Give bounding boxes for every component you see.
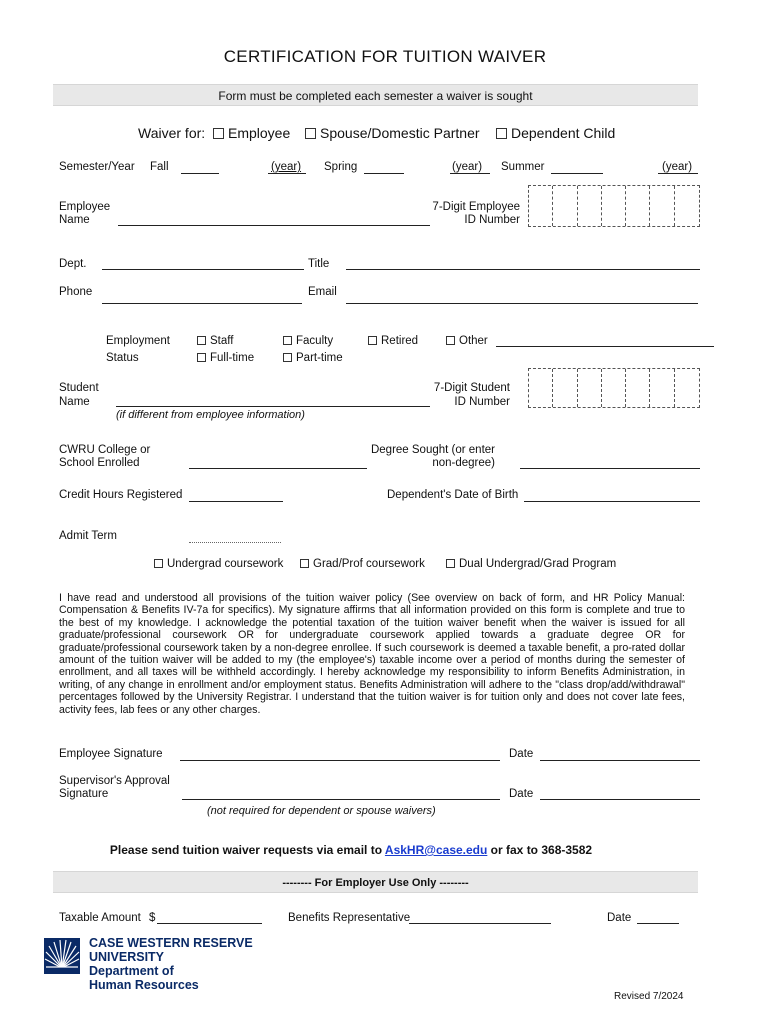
form-subtitle: Form must be completed each semester a waiver is sought (218, 89, 533, 103)
parttime-checkbox[interactable] (283, 353, 292, 362)
degree-label-2: non-degree) (432, 457, 495, 469)
dob-label: Dependent's Date of Birth (387, 489, 519, 501)
benefits-rep-field[interactable] (409, 923, 551, 924)
dept-label: Dept. (59, 258, 87, 270)
grad-label: Grad/Prof coursework (313, 558, 425, 570)
other-label: Other (459, 335, 488, 347)
submission-suffix: or fax to 368-3582 (487, 843, 593, 857)
spring-year-label: (year) (452, 161, 483, 173)
dob-field[interactable] (524, 501, 700, 502)
email-field[interactable] (346, 303, 698, 304)
employee-id-grid[interactable] (528, 185, 700, 227)
benefits-rep-label: Benefits Representative (288, 912, 411, 924)
dept-field[interactable] (102, 269, 304, 270)
admit-term-field[interactable] (189, 542, 281, 543)
staff-label: Staff (210, 335, 234, 347)
credit-hours-field[interactable] (189, 501, 283, 502)
summer-year-field[interactable] (658, 173, 698, 174)
employee-date-label: Date (509, 748, 534, 760)
submission-instructions (0, 843, 702, 857)
cwru-logo (44, 938, 80, 974)
form-title: CERTIFICATION FOR TUITION WAIVER (223, 47, 547, 66)
degree-field[interactable] (520, 468, 700, 469)
title-label: Title (308, 258, 330, 270)
fall-field[interactable] (181, 173, 219, 174)
employee-name-field[interactable] (118, 225, 430, 226)
child-checkbox[interactable] (496, 128, 507, 139)
credit-hours-label: Credit Hours Registered (59, 489, 183, 501)
undergrad-label: Undergrad coursework (167, 558, 284, 570)
employee-signature-field[interactable] (180, 760, 500, 761)
logo-line-2: UNIVERSITY (89, 950, 165, 964)
title-field[interactable] (346, 269, 700, 270)
certification-paragraph: I have read and understood all provisions of the tuition waiver policy (See overview on back of form, and HR Policy Manual: Compensation & Benefits IV-7a for specifics). My signature affirms that all information provided on this form is complete and true to the best of my knowledge. I acknowledge the potential taxation of the tuition waiver benefit when the waiver is issued for all graduate/professional coursework OR for undergraduate coursework applied towards a graduate degree OR for graduate/professional coursework taken by a non-degree enrollee. If such coursework is deemed a taxable benefit, a pro-rated dollar amount of the tuition waiver will be added to my (the employee's) taxable income over a period of months during the semester of enrollment, and all taxes will be withheld accordingly. I hereby acknowledge my responsibility to inform Benefits Administration, in writing, of any change in enrollment and/or employment status. Benefits Administration will adhere to the "class drop/add/withdrawal" percentages followed by the University Registrar. I understand that the tuition waiver is for tuition only and does not cover late fees, activity fees, lab fees or any other charges. (59, 592, 685, 716)
college-field[interactable] (189, 468, 367, 469)
retired-label: Retired (381, 335, 419, 347)
logo-line-3: Department of (89, 964, 174, 978)
parttime-label: Part-time (296, 352, 343, 364)
logo-line-4: Human Resources (89, 978, 199, 992)
currency-symbol: $ (149, 912, 156, 924)
phone-label: Phone (59, 286, 93, 298)
employer-date-field[interactable] (637, 923, 679, 924)
logo-line-1: CASE WESTERN RESERVE (89, 936, 253, 950)
employee-id-label-1: 7-Digit Employee (432, 201, 520, 213)
supervisor-signature-field[interactable] (182, 799, 500, 800)
email-label: Email (308, 286, 337, 298)
supervisor-label-1: Supervisor's Approval (59, 775, 170, 787)
summer-label: Summer (501, 161, 545, 173)
dual-checkbox[interactable] (446, 559, 455, 568)
employee-signature-label: Employee Signature (59, 748, 163, 760)
dual-option[interactable] (446, 558, 616, 570)
faculty-label: Faculty (296, 335, 334, 347)
spouse-option-label: Spouse/Domestic Partner (320, 125, 480, 141)
grad-checkbox[interactable] (300, 559, 309, 568)
waiver-for-label: Waiver for: (138, 125, 206, 141)
student-name-field[interactable] (116, 406, 430, 407)
child-option-label: Dependent Child (511, 125, 616, 141)
supervisor-date-label: Date (509, 788, 534, 800)
employee-name-label-2: Name (59, 214, 90, 226)
semester-year-label: Semester/Year (59, 161, 135, 173)
employment-status-label-1: Employment (106, 335, 170, 347)
other-option[interactable] (446, 335, 488, 347)
summer-field[interactable] (551, 173, 603, 174)
other-field[interactable] (496, 346, 714, 347)
hr-email-link[interactable]: AskHR@case.edu (384, 843, 488, 857)
student-id-label-2: ID Number (454, 396, 510, 408)
student-name-note: (if different from employee information) (116, 409, 305, 421)
waiver-spouse-option[interactable] (305, 125, 480, 141)
student-id-grid[interactable] (528, 368, 700, 408)
fall-year-label: (year) (271, 161, 302, 173)
supervisor-note: (not required for dependent or spouse waivers) (207, 805, 436, 817)
undergrad-checkbox[interactable] (154, 559, 163, 568)
taxable-amount-label: Taxable Amount (59, 912, 141, 924)
spring-field[interactable] (364, 173, 404, 174)
starburst-icon (44, 938, 80, 974)
faculty-option[interactable] (283, 335, 333, 347)
fulltime-label: Full-time (210, 352, 255, 364)
employee-option-label: Employee (228, 125, 291, 141)
retired-option[interactable] (368, 335, 418, 347)
fall-year-field[interactable] (268, 173, 306, 174)
waiver-employee-option[interactable] (213, 125, 290, 141)
staff-checkbox[interactable] (197, 336, 206, 345)
spring-year-field[interactable] (450, 173, 490, 174)
student-name-label-1: Student (59, 382, 99, 394)
supervisor-label-2: Signature (59, 788, 109, 800)
waiver-child-option[interactable] (496, 125, 615, 141)
college-label-2: School Enrolled (59, 457, 140, 469)
supervisor-date-field[interactable] (540, 799, 700, 800)
employee-id-label-2: ID Number (464, 214, 520, 226)
submission-prefix: Please send tuition waiver requests via email to (109, 843, 385, 857)
employer-date-label: Date (607, 912, 632, 924)
spouse-checkbox[interactable] (305, 128, 316, 139)
college-label-1: CWRU College or (59, 444, 151, 456)
revised-date: Revised 7/2024 (614, 991, 684, 1002)
student-id-label-1: 7-Digit Student (433, 382, 510, 394)
fulltime-option[interactable] (197, 352, 254, 364)
student-name-label-2: Name (59, 396, 90, 408)
spring-label: Spring (324, 161, 358, 173)
phone-field[interactable] (102, 303, 302, 304)
admit-term-label: Admit Term (59, 530, 117, 542)
employee-name-label-1: Employee (59, 201, 111, 213)
employee-date-field[interactable] (540, 760, 700, 761)
other-checkbox[interactable] (446, 336, 455, 345)
dual-label: Dual Undergrad/Grad Program (459, 558, 617, 570)
fall-label: Fall (150, 161, 169, 173)
faculty-checkbox[interactable] (283, 336, 292, 345)
fulltime-checkbox[interactable] (197, 353, 206, 362)
parttime-option[interactable] (283, 352, 343, 364)
employee-checkbox[interactable] (213, 128, 224, 139)
grad-option[interactable] (300, 558, 425, 570)
summer-year-label: (year) (662, 161, 693, 173)
employer-use-header: -------- For Employer Use Only -------- (282, 877, 469, 889)
staff-option[interactable] (197, 335, 233, 347)
taxable-amount-field[interactable] (157, 923, 262, 924)
degree-label-1: Degree Sought (or enter (370, 444, 495, 456)
undergrad-option[interactable] (154, 558, 283, 570)
retired-checkbox[interactable] (368, 336, 377, 345)
employment-status-label-2: Status (106, 352, 139, 364)
